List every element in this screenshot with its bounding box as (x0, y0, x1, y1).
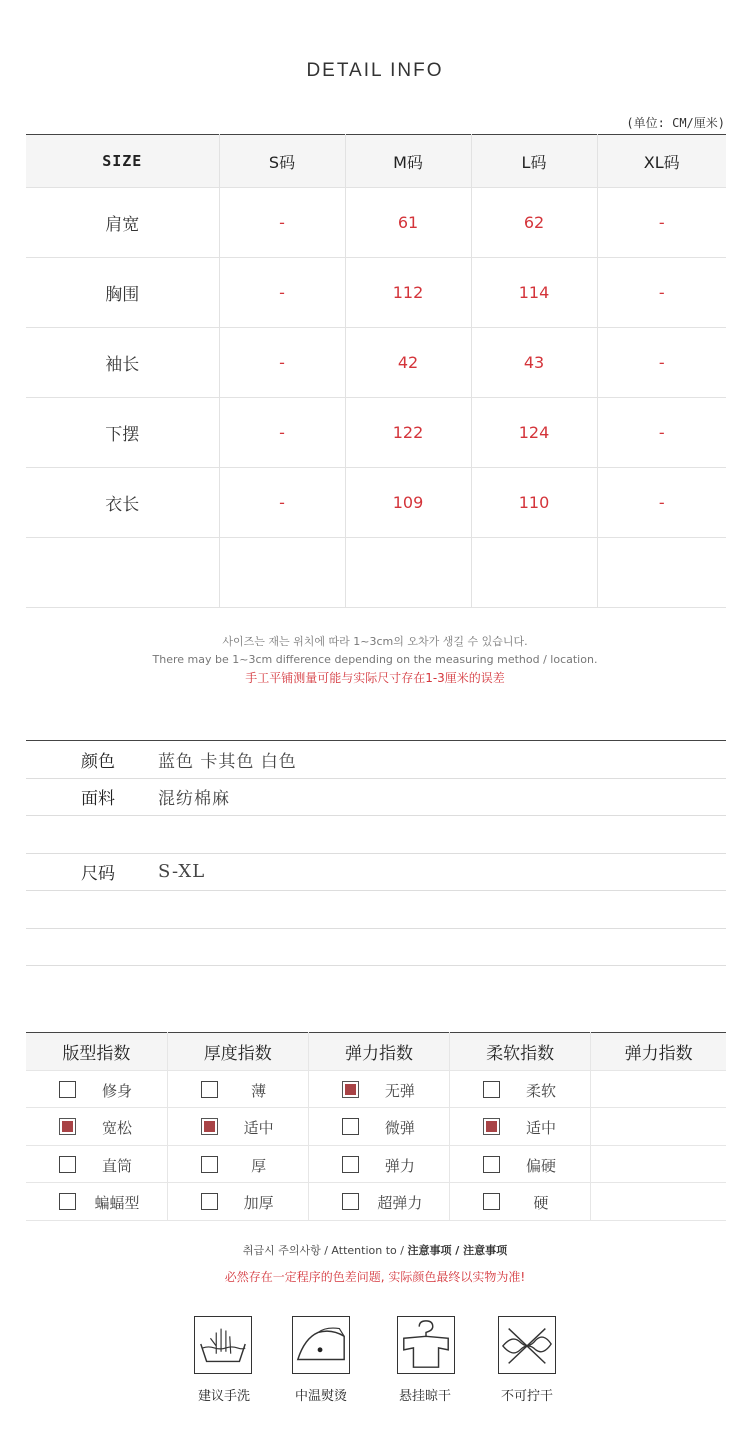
cell-value: - (597, 258, 726, 328)
cell-value: 112 (345, 258, 471, 328)
index-cell (450, 1145, 591, 1183)
cell-value: - (219, 188, 345, 258)
cell-value: 62 (471, 188, 597, 258)
row-label: 下摆 (26, 398, 219, 468)
row-label: 衣长 (26, 468, 219, 538)
measurement-notes (0, 633, 750, 687)
checkbox-label: 无弹 (384, 1081, 415, 1100)
checkbox[interactable] (342, 1081, 359, 1098)
index-cell (308, 1183, 449, 1221)
index-cell (450, 1183, 591, 1221)
info-key: 面料 (81, 789, 115, 810)
cell-value: 114 (471, 258, 597, 328)
index-cell (26, 1183, 167, 1221)
index-cell (450, 1070, 591, 1108)
iron-medium-icon (292, 1316, 350, 1374)
table-row (26, 538, 726, 608)
cell-value (597, 538, 726, 608)
care-label: 悬挂晾干 (398, 1389, 451, 1404)
info-row (26, 816, 726, 854)
checkbox-label: 蝙蝠型 (94, 1194, 140, 1212)
table-row (26, 468, 726, 538)
checkbox[interactable] (201, 1193, 218, 1210)
checkbox[interactable] (201, 1081, 218, 1098)
checkbox[interactable] (483, 1156, 500, 1173)
checkbox[interactable] (342, 1118, 359, 1135)
index-cell-empty (591, 1145, 726, 1183)
checkbox-label: 适中 (526, 1119, 557, 1137)
checkbox[interactable] (342, 1193, 359, 1210)
size-table (26, 134, 726, 608)
info-row (26, 779, 726, 817)
checkbox[interactable] (201, 1156, 218, 1173)
info-row (26, 929, 726, 967)
info-value: S-XL (158, 861, 206, 883)
size-table-header (26, 135, 726, 188)
header-elasticity-index-2: 弹力指数 (591, 1033, 726, 1071)
header-softness-index: 柔软指数 (450, 1033, 591, 1071)
index-table-header (26, 1033, 726, 1071)
index-row (26, 1183, 726, 1221)
index-cell (308, 1070, 449, 1108)
checkbox-label: 宽松 (101, 1119, 132, 1137)
index-cell (167, 1145, 308, 1183)
fabric-index-table (26, 1032, 726, 1221)
checkbox-label: 薄 (251, 1081, 267, 1100)
row-label: 肩宽 (26, 188, 219, 258)
header-m: M码 (345, 135, 471, 188)
checkbox-label: 偏硬 (526, 1156, 557, 1175)
checkbox-label: 柔软 (526, 1081, 557, 1100)
cell-value: 110 (471, 468, 597, 538)
checkbox-label: 超弹力 (377, 1194, 423, 1212)
cell-value (219, 538, 345, 608)
info-key: 颜色 (81, 751, 115, 772)
care-label: 不可拧干 (500, 1389, 553, 1404)
table-row (26, 398, 726, 468)
cell-value: - (219, 398, 345, 468)
header-l: L码 (471, 135, 597, 188)
info-row (26, 741, 726, 779)
cell-value: - (597, 328, 726, 398)
cell-value: 42 (345, 328, 471, 398)
page-title: DETAIL INFO (306, 60, 444, 81)
checkbox[interactable] (483, 1193, 500, 1210)
cell-value: - (219, 468, 345, 538)
index-row (26, 1108, 726, 1146)
index-cell (26, 1070, 167, 1108)
hand-wash-icon (194, 1316, 252, 1374)
checkbox[interactable] (59, 1193, 76, 1210)
index-row (26, 1070, 726, 1108)
info-key: 尺码 (81, 864, 115, 885)
cell-value: - (219, 328, 345, 398)
cell-value: - (597, 398, 726, 468)
info-value: 混纺棉麻 (158, 789, 230, 810)
header-s: S码 (219, 135, 345, 188)
table-row (26, 188, 726, 258)
attention-bold: 注意事项 / 注意事项 (407, 1244, 508, 1257)
cell-value: 124 (471, 398, 597, 468)
cell-value: - (597, 468, 726, 538)
note-chinese: 手工平铺测量可能与实际尺寸存在1-3厘米的误差 (245, 671, 505, 685)
color-warning: 必然存在一定程序的色差问题, 实际颜色最终以实物为准! (224, 1270, 526, 1284)
checkbox[interactable] (342, 1156, 359, 1173)
index-cell (26, 1108, 167, 1146)
hang-dry-icon (397, 1316, 455, 1374)
info-row (26, 854, 726, 892)
checkbox[interactable] (59, 1118, 76, 1135)
index-cell (450, 1108, 591, 1146)
header-fit-index: 版型指数 (26, 1033, 167, 1071)
checkbox-label: 厚 (251, 1156, 267, 1175)
info-row (26, 891, 726, 929)
unit-note: (单位: CM/厘米) (626, 116, 725, 130)
index-cell (308, 1145, 449, 1183)
checkbox[interactable] (59, 1081, 76, 1098)
checkbox[interactable] (59, 1156, 76, 1173)
info-value: 蓝色 卡其色 白色 (158, 751, 297, 772)
index-cell (167, 1183, 308, 1221)
cell-value: 61 (345, 188, 471, 258)
row-label: 胸围 (26, 258, 219, 328)
index-cell (308, 1108, 449, 1146)
checkbox[interactable] (483, 1118, 500, 1135)
cell-value: 43 (471, 328, 597, 398)
cell-value (345, 538, 471, 608)
checkbox-label: 加厚 (243, 1194, 274, 1212)
cell-value: 109 (345, 468, 471, 538)
care-label: 中温熨烫 (294, 1389, 347, 1404)
cell-value: 122 (345, 398, 471, 468)
row-label: 袖长 (26, 328, 219, 398)
header-xl: XL码 (597, 135, 726, 188)
checkbox[interactable] (201, 1118, 218, 1135)
cell-value: - (219, 258, 345, 328)
checkbox[interactable] (483, 1081, 500, 1098)
checkbox-label: 硬 (533, 1194, 549, 1212)
checkbox-label: 适中 (243, 1119, 274, 1137)
header-thickness-index: 厚度指数 (167, 1033, 308, 1071)
checkbox-label: 直筒 (101, 1156, 132, 1175)
index-row (26, 1145, 726, 1183)
index-cell (167, 1070, 308, 1108)
index-cell-empty (591, 1108, 726, 1146)
attention-prefix: 취급시 주의사항 / Attention to / (242, 1244, 408, 1257)
attention-line (0, 1242, 750, 1258)
cell-value (471, 538, 597, 608)
checkbox-label: 微弹 (384, 1119, 415, 1137)
cell-value: - (597, 188, 726, 258)
care-label: 建议手洗 (197, 1389, 250, 1404)
index-cell-empty (591, 1070, 726, 1108)
header-size: SIZE (26, 135, 219, 188)
do-not-wring-icon (498, 1316, 556, 1374)
index-cell-empty (591, 1183, 726, 1221)
note-korean: 사이즈는 재는 위치에 따라 1~3cm의 오차가 생길 수 있습니다. (222, 635, 528, 648)
checkbox-label: 修身 (101, 1081, 132, 1100)
checkbox-label: 弹力 (384, 1156, 415, 1175)
product-info-list (26, 740, 726, 966)
header-elasticity-index: 弹力指数 (308, 1033, 449, 1071)
index-cell (167, 1108, 308, 1146)
table-row (26, 328, 726, 398)
row-label (26, 538, 219, 608)
note-english: There may be 1~3cm difference depending on the measuring method / location. (152, 653, 598, 666)
index-cell (26, 1145, 167, 1183)
table-row (26, 258, 726, 328)
